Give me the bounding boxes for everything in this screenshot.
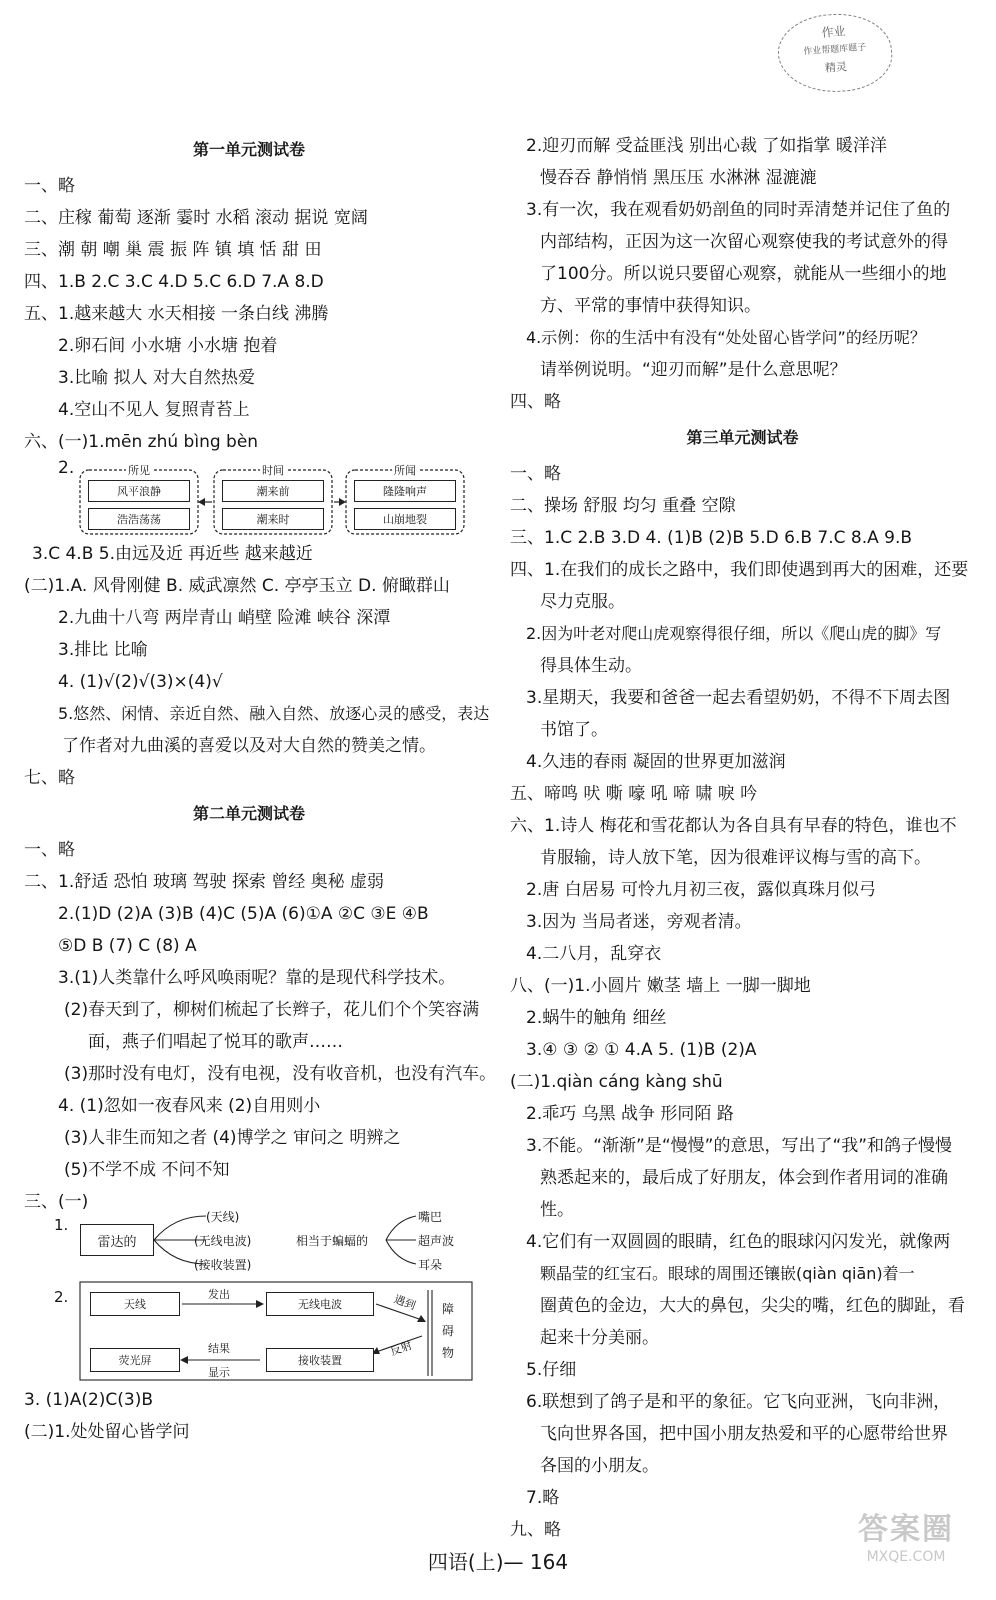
- box-vast: 浩浩荡荡: [88, 508, 190, 530]
- unit3-line: 3.不能。“渐渐”是“慢慢”的意思，写出了“我”和鸽子慢慢: [526, 1136, 953, 1156]
- watermark-text: 答案圈: [858, 1512, 954, 1547]
- unit3-line: 二、操场 舒服 均匀 重叠 空隙: [510, 496, 736, 516]
- unit2-cont-line: 慢吞吞 静悄悄 黑压压 水淋淋 湿漉漉: [540, 168, 817, 188]
- watermark-logo: [826, 1512, 986, 1592]
- unit3-line: 2.乖巧 乌黑 战争 形同陌 路: [526, 1104, 734, 1124]
- unit1-line: 3.比喻 拟人 对大自然热爱: [58, 368, 256, 388]
- bat-item-ears: 耳朵: [418, 1258, 443, 1272]
- watermark-domain: MXQE.COM: [866, 1549, 946, 1565]
- unit3-line: 得具体生动。: [540, 656, 642, 676]
- unit1-line: 七、略: [24, 768, 75, 788]
- unit2-line: 二、1.舒适 恐怕 玻璃 驾驶 探索 曾经 奥秘 虚弱: [24, 872, 385, 892]
- unit2-line: (5)不学不成 不问不知: [64, 1160, 230, 1180]
- radar-item-antenna: (天线): [206, 1210, 240, 1224]
- unit1-line: 5.悠然、闲情、亲近自然、融入自然、放逐心灵的感受，表达: [58, 704, 490, 723]
- stamp: [775, 10, 894, 96]
- unit3-line: 熟悉起来的，最后成了好朋友，体会到作者用词的准确: [540, 1168, 948, 1188]
- tide-diagram: [24, 458, 474, 538]
- unit1-line: 四、1.B 2.C 3.C 4.D 5.C 6.D 7.A 8.D: [24, 272, 324, 292]
- radar-bat-diagram: [24, 1210, 474, 1270]
- unit2-line: 4. (1)忽如一夜春风来 (2)自用则小: [58, 1096, 321, 1116]
- radar-item-receiver: (接收装置): [194, 1258, 252, 1272]
- unit1-line: 了作者对九曲溪的喜爱以及对大自然的赞美之情。: [62, 736, 436, 756]
- unit2-cont-line: 内部结构，正因为这一次留心观察使我的考试意外的得: [540, 232, 948, 252]
- unit1-line: 4. (1)√(2)√(3)×(4)√: [58, 672, 223, 692]
- screen-box: 荧光屏: [90, 1348, 180, 1372]
- right-column: [510, 130, 975, 1546]
- diagram-number: 2.: [58, 458, 75, 478]
- unit1-line: (二)1.A. 风骨刚健 B. 威武凛然 C. 亭亭玉立 D. 俯瞰群山: [24, 576, 450, 596]
- reflect-label: 反射: [388, 1338, 414, 1359]
- radio-wave-box: 无线电波: [266, 1292, 374, 1316]
- unit3-line: 一、略: [510, 464, 561, 484]
- unit2-cont-line: 四、略: [510, 392, 561, 412]
- unit2-line: 2.(1)D (2)A (3)B (4)C (5)A (6)①A ②C ③E ④B: [58, 904, 429, 924]
- unit1-line: 三、潮 朝 嘲 巢 震 振 阵 镇 填 恬 甜 田: [24, 240, 322, 260]
- stamp-line-3: 精灵: [824, 60, 848, 75]
- receiver-box: 接收装置: [266, 1348, 374, 1372]
- unit1-line: 3.C 4.B 5.由远及近 再近些 越来越近: [32, 544, 313, 564]
- send-label: 发出: [208, 1288, 230, 1301]
- display-label: 显示: [208, 1366, 230, 1379]
- unit3-line: 2.蜗牛的触角 细丝: [526, 1008, 667, 1028]
- unit2-line: 三、(一): [24, 1192, 89, 1212]
- unit2-cont-line: 2.迎刃而解 受益匪浅 别出心裁 了如指掌 暖洋洋: [526, 136, 887, 156]
- unit3-line: 三、1.C 2.B 3.D 4. (1)B (2)B 5.D 6.B 7.C 8.A 9.B: [510, 528, 913, 548]
- unit2-line: 3.(1)人类靠什么呼风唤雨呢？靠的是现代科学技术。: [58, 968, 456, 988]
- unit2-line: (2)春天到了，柳树们梳起了长辫子，花儿们个个笑容满: [64, 1000, 480, 1020]
- unit3-line: 2.唐 白居易 可怜九月初三夜，露似真珠月似弓: [526, 880, 877, 900]
- box-rumble: 隆隆响声: [354, 480, 456, 502]
- left-column: [24, 130, 497, 1448]
- unit1-line: 六、(一)1.mēn zhú bìng bèn: [24, 432, 259, 452]
- group-label-heard: 所闻: [394, 464, 416, 477]
- unit3-line: 飞向世界各国，把中国小朋友热爱和平的心愿带给世界: [540, 1424, 948, 1444]
- unit3-line: 4.二八月，乱穿衣: [526, 944, 662, 964]
- box-collapse: 山崩地裂: [354, 508, 456, 530]
- unit2-line: 一、略: [24, 840, 75, 860]
- antenna-box: 天线: [90, 1292, 180, 1316]
- stamp-line-1: 作业: [821, 24, 846, 40]
- equivalent-label: 相当于蝙蝠的: [296, 1234, 369, 1248]
- unit2-line: 面，燕子们唱起了悦耳的歌声……: [88, 1032, 343, 1052]
- radar-box: 雷达的: [80, 1224, 154, 1256]
- unit3-line: 九、略: [510, 1520, 561, 1540]
- reach-label: 遇到: [392, 1292, 418, 1313]
- unit3-line: 五、啼鸣 吠 嘶 嚎 吼 啼 啸 唳 吟: [510, 784, 758, 804]
- unit3-title: 第三单元测试卷: [686, 428, 799, 447]
- unit3-line: 四、1.在我们的成长之路中，我们即使遇到再大的困难，还要: [510, 560, 969, 580]
- unit2-line: ⑤D B (7) C (8) A: [58, 936, 197, 956]
- unit3-line: 各国的小朋友。: [540, 1456, 659, 1476]
- unit3-line: (二)1.qiàn cáng kàng shū: [510, 1072, 723, 1092]
- diagram-number: 2.: [54, 1288, 69, 1306]
- unit1-line: 4.空山不见人 复照青苔上: [58, 400, 250, 420]
- unit3-line: 5.仔细: [526, 1360, 577, 1380]
- unit2-cont-line: 4.示例：你的生活中有没有“处处留心皆学问”的经历呢？: [526, 328, 926, 347]
- bat-item-ultrasound: 超声波: [418, 1234, 455, 1248]
- unit3-line: 3.④ ③ ② ① 4.A 5. (1)B (2)A: [526, 1040, 757, 1060]
- obstacle-label: 障碍物: [442, 1302, 455, 1360]
- box-during: 潮来时: [222, 508, 324, 530]
- unit1-line: 2.九曲十八弯 两岸青山 峭壁 险滩 峡谷 深潭: [58, 608, 391, 628]
- diagram-number: 1.: [54, 1216, 69, 1234]
- unit3-line: 6.联想到了鸽子是和平的象征。它飞向亚洲，飞向非洲，: [526, 1392, 951, 1412]
- box-calm: 风平浪静: [88, 480, 190, 502]
- unit2-cont-line: 方、平常的事情中获得知识。: [540, 296, 761, 316]
- unit3-line: 六、1.诗人 梅花和雪花都认为各自具有早春的特色，谁也不: [510, 816, 957, 836]
- group-label-seen: 所见: [128, 464, 150, 477]
- group-label-time: 时间: [262, 464, 284, 477]
- unit1-line: 2.卵石间 小水塘 小水塘 抱着: [58, 336, 278, 356]
- unit2-title: 第二单元测试卷: [192, 804, 305, 823]
- unit3-line: 圈黄色的金边，大大的鼻包，尖尖的嘴，红色的脚趾，看: [540, 1296, 965, 1316]
- unit1-line: 一、略: [24, 176, 75, 196]
- radar-item-waves: (无线电波): [194, 1234, 252, 1248]
- unit1-line: 五、1.越来越大 水天相接 一条白线 沸腾: [24, 304, 329, 324]
- stamp-line-2: 作业帮题库题子: [803, 42, 867, 58]
- unit2-cont-line: 请举例说明。“迎刃而解”是什么意思呢？: [540, 360, 847, 380]
- unit2-line: (3)人非生而知之者 (4)博学之 审问之 明辨之: [64, 1128, 401, 1148]
- unit3-line: 7.略: [526, 1488, 560, 1508]
- unit2-cont-line: 了100分。所以说只要留心观察，就能从一些细小的地: [540, 264, 947, 284]
- unit1-title: 第一单元测试卷: [192, 140, 305, 159]
- unit3-line: 3.因为 当局者迷，旁观者清。: [526, 912, 752, 932]
- unit3-line: 八、(一)1.小圆片 嫩茎 墙上 一脚一脚地: [510, 976, 811, 996]
- unit3-line: 3.星期天，我要和爸爸一起去看望奶奶，不得不下周去图: [526, 688, 951, 708]
- unit1-line: 二、庄稼 葡萄 逐渐 霎时 水稻 滚动 据说 宽阔: [24, 208, 368, 228]
- bat-item-mouth: 嘴巴: [418, 1210, 443, 1224]
- unit3-line: 4.它们有一双圆圆的眼睛，红色的眼球闪闪发光，就像两: [526, 1232, 951, 1252]
- unit2-cont-line: 3.有一次，我在观看奶奶剖鱼的同时弄清楚并记住了鱼的: [526, 200, 951, 220]
- unit3-line: 颗晶莹的红宝石。眼球的周围还镶嵌(qiàn qiān)着一: [540, 1264, 915, 1283]
- unit3-line: 尽力克服。: [540, 592, 625, 612]
- unit3-line: 书馆了。: [540, 720, 608, 740]
- unit2-line: (二)1.处处留心皆学问: [24, 1422, 190, 1442]
- unit3-line: 性。: [540, 1200, 574, 1220]
- box-before: 潮来前: [222, 480, 324, 502]
- radar-flow-diagram: [24, 1280, 474, 1384]
- unit3-line: 4.久违的春雨 凝固的世界更加滋润: [526, 752, 786, 772]
- unit3-line: 起来十分美丽。: [540, 1328, 659, 1348]
- unit1-line: 3.排比 比喻: [58, 640, 148, 660]
- unit2-line: 3. (1)A(2)C(3)B: [24, 1390, 154, 1410]
- page-footer: 四语(上)— 164: [427, 1550, 569, 1574]
- unit3-line: 2.因为叶老对爬山虎观察得很仔细，所以《爬山虎的脚》写: [526, 624, 942, 643]
- unit2-line: (3)那时没有电灯，没有电视，没有收音机，也没有汽车。: [64, 1064, 497, 1084]
- unit3-line: 肯服输，诗人放下笔，因为很难评议梅与雪的高下。: [540, 848, 931, 868]
- result-label: 结果: [208, 1342, 230, 1355]
